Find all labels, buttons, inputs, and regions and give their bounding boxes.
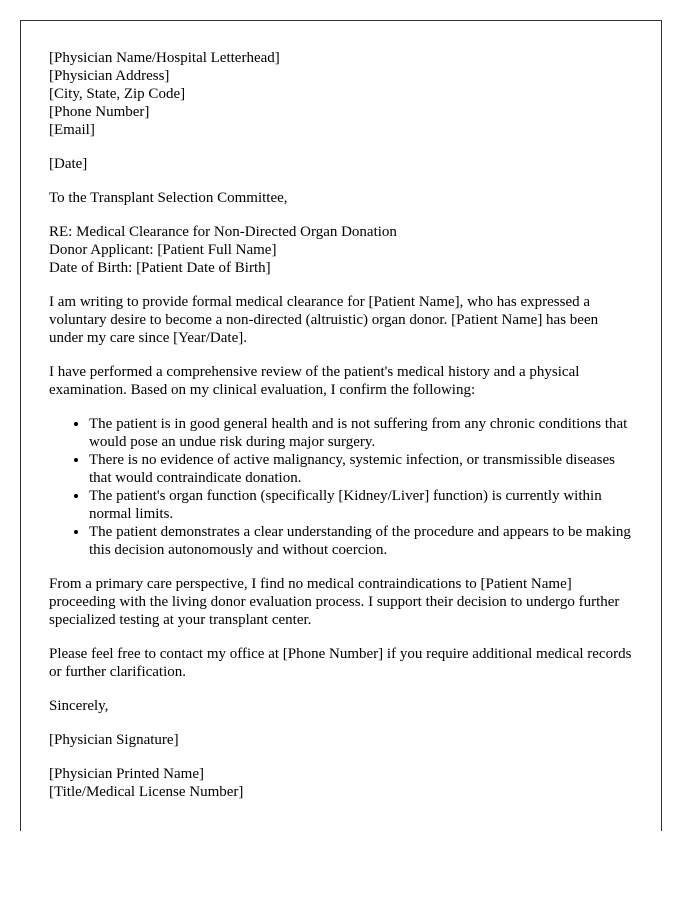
letterhead-phone: [Phone Number]: [49, 104, 150, 120]
findings-list: [49, 415, 633, 559]
paragraph-review: I have performed a comprehensive review of the patient's medical history and a physical examination. Based on my clinical evaluation, I confirm the following:: [49, 364, 580, 398]
re-dob: Date of Birth: [Patient Date of Birth]: [49, 260, 271, 276]
printed-name-block: [49, 765, 633, 801]
re-subject: RE: Medical Clearance for Non-Directed Organ Donation: [49, 224, 397, 240]
date: [Date]: [49, 156, 88, 172]
re-block: [49, 223, 633, 277]
list-item: • There is no evidence of active malignancy, systemic infection, or transmissible diseases that would contraindicate donation.: [89, 451, 633, 487]
title-license: [Title/Medical License Number]: [49, 784, 244, 800]
letterhead-city: [City, State, Zip Code]: [49, 86, 186, 102]
paragraph-conclusion: From a primary care perspective, I find no medical contraindications to [Patient Name] proceeding with the living donor evaluation process. I support their decision to undergo further specialized testing at your transplant center.: [49, 576, 620, 628]
letterhead-name: [Physician Name/Hospital Letterhead]: [49, 50, 280, 66]
letterhead: [49, 49, 633, 139]
list-item: • The patient is in good general health and is not suffering from any chronic conditions that would pose an undue risk during major surgery.: [89, 415, 633, 451]
paragraph-contact: Please feel free to contact my office at [Phone Number] if you require additional medical records or further clarification.: [49, 646, 632, 680]
printed-name: [Physician Printed Name]: [49, 766, 204, 782]
signature: [Physician Signature]: [49, 732, 179, 748]
re-donor: Donor Applicant: [Patient Full Name]: [49, 242, 277, 258]
list-item: • The patient demonstrates a clear understanding of the procedure and appears to be making this decision autonomously and without coercion.: [89, 523, 633, 559]
letterhead-address: [Physician Address]: [49, 68, 170, 84]
list-item: • The patient's organ function (specifically [Kidney/Liver] function) is currently within normal limits.: [89, 487, 633, 523]
closing: Sincerely,: [49, 698, 109, 714]
letterhead-email: [Email]: [49, 122, 95, 138]
paragraph-intro: I am writing to provide formal medical clearance for [Patient Name], who has expressed a voluntary desire to become a non-directed (altruistic) organ donor. [Patient Name] has been under my care since [Year/Date].: [49, 294, 599, 346]
letter-page: [20, 20, 662, 831]
salutation: To the Transplant Selection Committee,: [49, 190, 288, 206]
